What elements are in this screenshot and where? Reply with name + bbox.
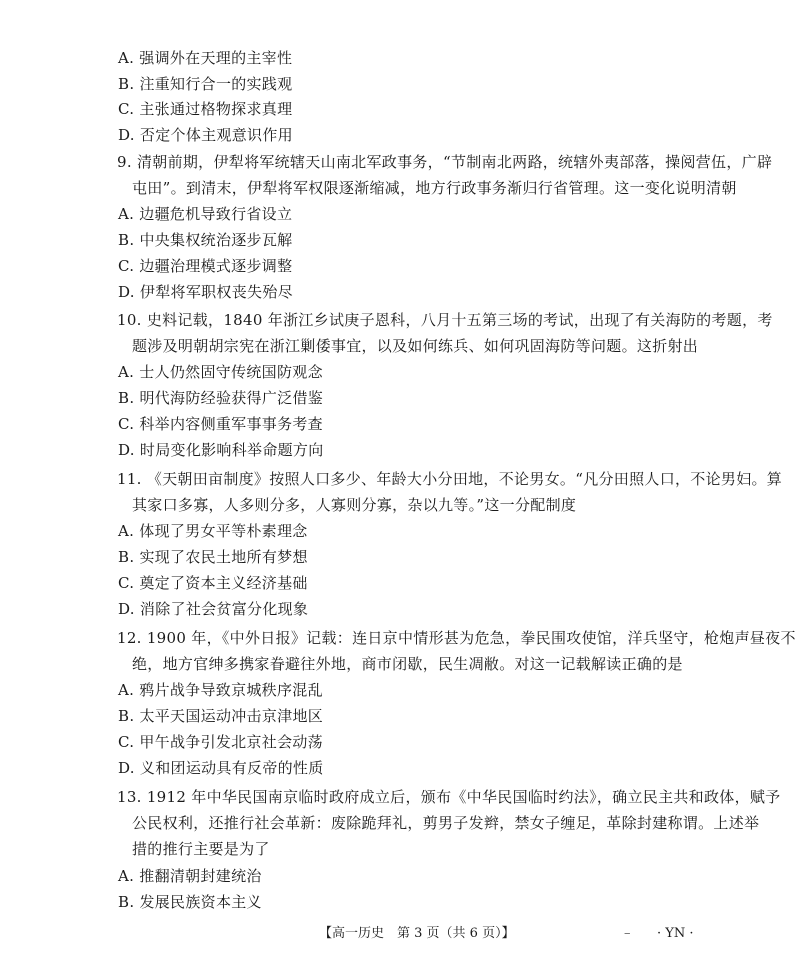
- q10-option-b: B. 明代海防经验获得广泛借鉴: [118, 389, 324, 407]
- q10-stem-line-1: 10. 史料记载，1840 年浙江乡试庚子恩科，八月十五第三场的考试，出现了有关海防的考题，考: [117, 311, 773, 329]
- q11-stem-line-1: 11. 《天朝田亩制度》按照人口多少、年龄大小分田地，不论男女。“凡分田照人口，不论男妇。算: [117, 470, 783, 488]
- q9-option-c: C. 边疆治理模式逐步调整: [118, 257, 293, 275]
- q13-stem-line-1: 13. 1912 年中华民国南京临时政府成立后，颁布《中华民国临时约法》，确立民主共和政体，赋予: [117, 788, 781, 806]
- q12-stem-line-2: 绝，地方官绅多携家眷避往外地，商市闭歇，民生凋敝。对这一记载解读正确的是: [132, 655, 683, 673]
- q12-option-a: A. 鸦片战争导致京城秩序混乱: [118, 681, 323, 699]
- q12-stem-line-1: 12. 1900 年，《中外日报》记载：连日京中情形甚为危急，拳民围攻使馆，洋兵坚守，枪炮声昼夜不: [117, 629, 796, 647]
- q13-stem-line-2: 公民权利，还推行社会革新：废除跪拜礼，剪男子发辫，禁女子缠足，革除封建称谓。上述举: [132, 814, 760, 832]
- page-footer: [0, 924, 800, 944]
- q11-option-c: C. 奠定了资本主义经济基础: [118, 574, 308, 592]
- q9-option-a: A. 边疆危机导致行省设立: [118, 205, 293, 223]
- q10-option-a: A. 士人仍然固守传统国防观念: [118, 363, 323, 381]
- q13-option-a: A. 推翻清朝封建统治: [118, 867, 262, 885]
- q12-option-c: C. 甲午战争引发北京社会动荡: [118, 733, 323, 751]
- page-number-label: 【高一历史 第 3 页（共 6 页）】: [319, 926, 515, 941]
- footer-dash: –: [624, 926, 631, 941]
- q10-option-c: C. 科举内容侧重军事事务考查: [118, 415, 323, 433]
- prev-option-d: D. 否定个体主观意识作用: [118, 126, 293, 144]
- q11-option-b: B. 实现了农民土地所有梦想: [118, 548, 308, 566]
- q9-stem-line-2: 屯田”。到清末，伊犁将军权限逐渐缩减，地方行政事务渐归行省管理。这一变化说明清朝: [132, 179, 737, 197]
- q9-option-b: B. 中央集权统治逐步瓦解: [118, 231, 293, 249]
- q10-option-d: D. 时局变化影响科举命题方向: [118, 441, 324, 459]
- q9-option-d: D. 伊犁将军职权丧失殆尽: [118, 283, 293, 301]
- q13-option-b: B. 发展民族资本主义: [118, 893, 262, 911]
- q13-stem-line-3: 措的推行主要是为了: [132, 840, 270, 858]
- q11-option-a: A. 体现了男女平等朴素理念: [118, 522, 308, 540]
- q12-option-d: D. 义和团运动具有反帝的性质: [118, 759, 324, 777]
- prev-option-b: B. 注重知行合一的实践观: [118, 75, 293, 93]
- q11-stem-line-2: 其家口多寡，人多则分多，人寡则分寡，杂以九等。”这一分配制度: [132, 496, 577, 514]
- q9-stem-line-1: 9. 清朝前期，伊犁将军统辖天山南北军政事务，“节制南北两路，统辖外夷部落，操阅营伍，广辟: [117, 153, 773, 171]
- q12-option-b: B. 太平天国运动冲击京津地区: [118, 707, 324, 725]
- region-code: · YN ·: [657, 926, 694, 941]
- q11-option-d: D. 消除了社会贫富分化现象: [118, 600, 309, 618]
- prev-option-a: A. 强调外在天理的主宰性: [118, 49, 293, 67]
- prev-option-c: C. 主张通过格物探求真理: [118, 100, 293, 118]
- q10-stem-line-2: 题涉及明朝胡宗宪在浙江剿倭事宜，以及如何练兵、如何巩固海防等问题。这折射出: [132, 337, 699, 355]
